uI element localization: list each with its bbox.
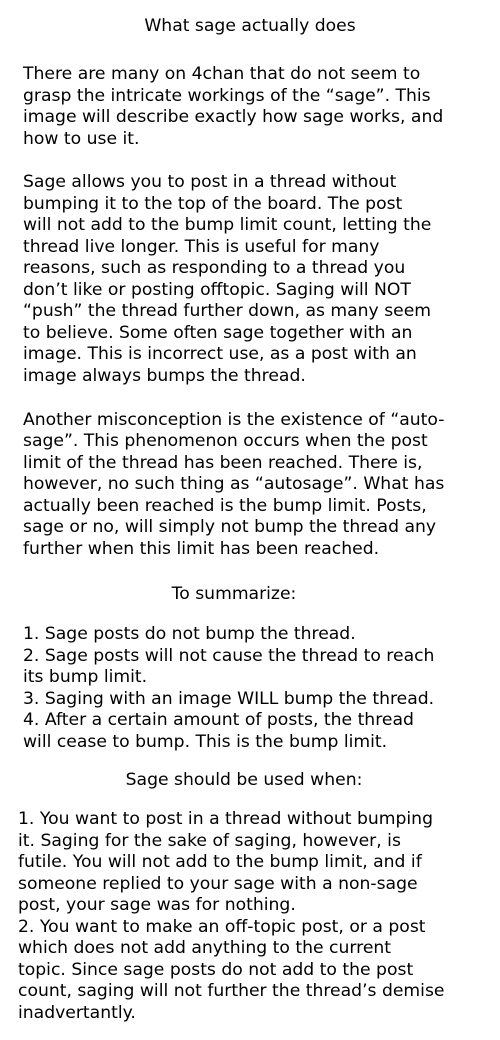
explanation-line: don’t like or posting offtopic. Saging will NOT — [23, 280, 411, 300]
summary-line: its bump limit. — [23, 667, 148, 687]
explanation-line: image. This is incorrect use, as a post with an — [23, 344, 417, 364]
summary-line: 1. Sage posts do not bump the thread. — [23, 624, 356, 644]
usage-line: futile. You will not add to the bump limit, and if — [18, 852, 422, 872]
usage-line: which does not add anything to the current — [18, 938, 392, 958]
usage-line: topic. Since sage posts do not add to the post — [18, 960, 414, 980]
usage-line: 2. You want to make an off-topic post, or a post — [18, 917, 426, 937]
explanation-line: to believe. Some often sage together with an — [23, 323, 413, 343]
misconception-line: sage”. This phenomenon occurs when the post — [23, 431, 428, 451]
misconception-line: Another misconception is the existence of “auto- — [23, 410, 445, 430]
usage-line: 1. You want to post in a thread without bumping — [18, 809, 433, 829]
summary-line: 2. Sage posts will not cause the thread to reach — [23, 646, 435, 666]
summary-line: will cease to bump. This is the bump limit. — [23, 732, 388, 752]
explanation-line: Sage allows you to post in a thread without — [23, 172, 397, 192]
usage-heading: Sage should be used when: — [125, 770, 363, 790]
explanation-line: image always bumps the thread. — [23, 366, 306, 386]
summary-line: 4. After a certain amount of posts, the thread — [23, 710, 414, 730]
explanation-line: will not add to the bump limit count, letting the — [23, 215, 432, 235]
misconception-line: limit of the thread has been reached. There is, — [23, 453, 423, 473]
intro-line: image will describe exactly how sage works, and — [23, 107, 444, 127]
intro-line: grasp the intricate workings of the “sage”. This — [23, 86, 431, 106]
usage-line: it. Saging for the sake of saging, however, is — [18, 831, 401, 851]
usage-line: post, your sage was for nothing. — [18, 895, 296, 915]
misconception-line: further when this limit has been reached. — [23, 539, 380, 559]
explanation-line: thread live longer. This is useful for many — [23, 237, 380, 257]
summary-heading: To summarize: — [171, 584, 297, 604]
explanation-line: reasons, such as responding to a thread you — [23, 258, 406, 278]
explanation-line: “push” the thread further down, as many seem — [23, 301, 432, 321]
explanation-line: bumping it to the top of the board. The post — [23, 194, 403, 214]
usage-line: inadvertantly. — [18, 1003, 136, 1023]
usage-line: someone replied to your sage with a non-sage — [18, 874, 418, 894]
misconception-line: sage or no, will simply not bump the thread any — [23, 517, 437, 537]
summary-line: 3. Saging with an image WILL bump the thread. — [23, 689, 435, 709]
misconception-line: actually been reached is the bump limit. Posts, — [23, 496, 427, 516]
misconception-line: however, no such thing as “autosage”. What has — [23, 474, 445, 494]
intro-line: how to use it. — [23, 129, 140, 149]
page-title: What sage actually does — [144, 16, 356, 36]
intro-line: There are many on 4chan that do not seem to — [23, 64, 421, 84]
usage-line: count, saging will not further the thread’s demise — [18, 981, 445, 1001]
